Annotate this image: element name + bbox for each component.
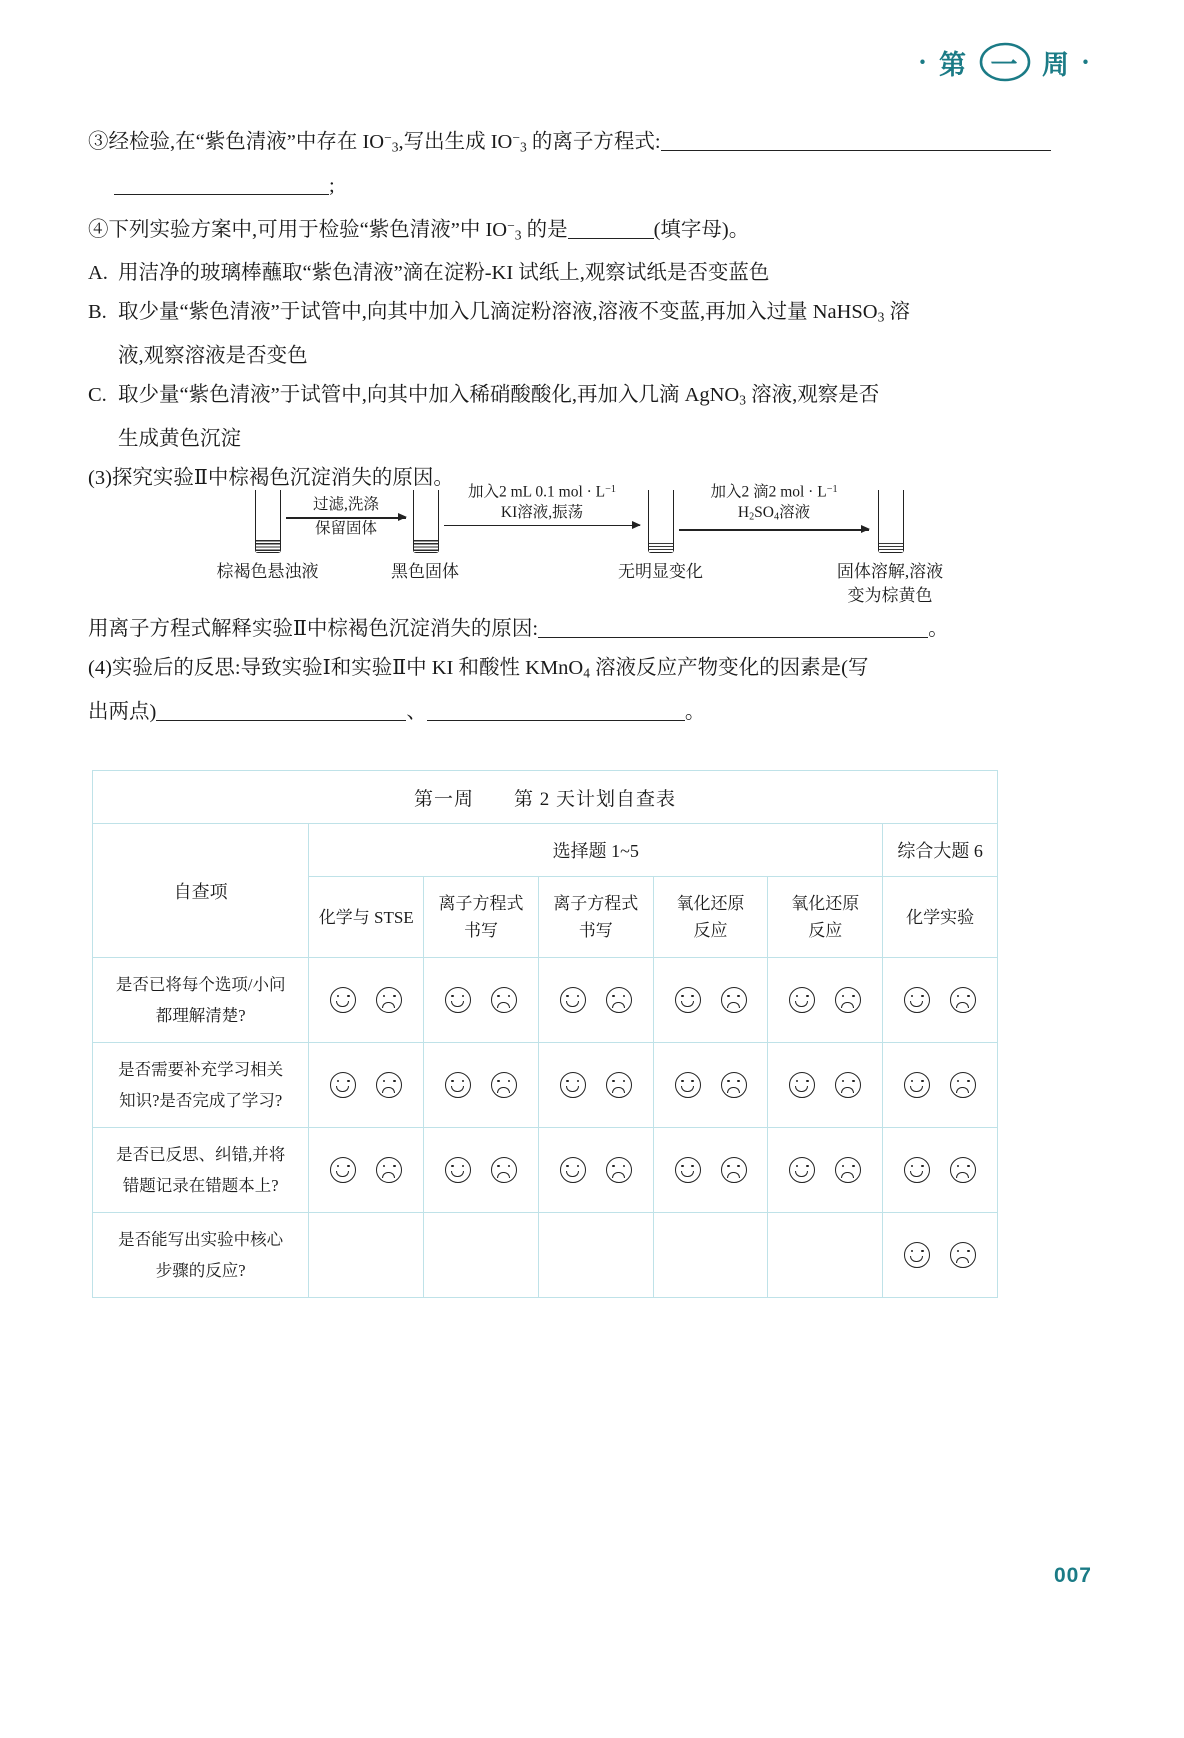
question-4-line [88, 206, 1096, 255]
page-number: 007 [1053, 1564, 1092, 1587]
header-circled-number [978, 40, 1032, 84]
step-2-arrow-icon [444, 525, 640, 527]
column-header-3-line1: 离子方程式 [553, 894, 639, 913]
face-pair [310, 1072, 422, 1098]
face-pair [425, 987, 537, 1013]
question-4-reflect-line2 [88, 693, 1096, 732]
option-b-label: B. [88, 301, 107, 324]
smiley-sad-icon[interactable] [950, 1072, 976, 1098]
step-3-line2 [679, 503, 869, 528]
option-a-label: A. [88, 262, 108, 285]
smiley-happy-icon[interactable] [789, 987, 815, 1013]
row-label-2 [93, 1043, 309, 1128]
cell-r1c6[interactable] [883, 958, 998, 1043]
option-c-sub: 3 [739, 392, 747, 408]
header-right-dot: · [1080, 46, 1092, 77]
self-check-table-wrapper [92, 770, 998, 1298]
column-header-1-line1: 化学与 STSE [318, 907, 414, 927]
flow-step-1 [286, 495, 406, 539]
table-title: 第一周 第 2 天计划自查表 [93, 771, 998, 824]
cell-r4c3 [538, 1213, 653, 1298]
row-label-3 [93, 1128, 309, 1213]
test-tube-2 [413, 490, 439, 553]
tube-4-contents [879, 543, 903, 552]
question-4-reflect-line1 [88, 649, 1096, 693]
answer-blank-reflect-1[interactable] [156, 720, 406, 721]
smiley-sad-icon[interactable] [491, 1072, 517, 1098]
experiment-flow-diagram [200, 468, 944, 608]
question-3-line2 [88, 167, 1096, 206]
cell-r1c5[interactable] [768, 958, 883, 1043]
smiley-sad-icon[interactable] [606, 1072, 632, 1098]
question-body-lower [88, 610, 1096, 732]
option-c [88, 376, 1096, 420]
smiley-sad-icon[interactable] [721, 1072, 747, 1098]
answer-blank-q3-line1[interactable] [661, 150, 1051, 151]
cell-r4c4 [653, 1213, 768, 1298]
step-2-line1-text: 加入2 mL 0.1 mol · L [467, 483, 606, 501]
smiley-happy-icon[interactable] [675, 1072, 701, 1098]
row-label-1 [93, 958, 309, 1043]
cell-r1c3[interactable] [538, 958, 653, 1043]
face-pair [769, 1157, 881, 1183]
reflect-line2-text: 出两点) [88, 700, 157, 723]
reflect-separator: 、 [406, 700, 427, 723]
smiley-sad-icon[interactable] [950, 1242, 976, 1268]
q3-text-b: ,写出生成 IO [398, 131, 513, 154]
q4-text-c: (填字母)。 [653, 218, 750, 241]
option-c-line2: 生成黄色沉淀 [118, 427, 241, 450]
reflect-period: 。 [684, 700, 706, 723]
tube-caption-1: 棕褐色悬浊液 [216, 562, 319, 581]
face-pair [425, 1157, 537, 1183]
option-a [88, 254, 1096, 293]
cell-r2c4[interactable] [653, 1043, 768, 1128]
cell-r2c6[interactable] [883, 1043, 998, 1128]
column-header-4-line1: 氧化还原 [676, 894, 745, 913]
table-row [93, 1213, 998, 1298]
flow-step-2 [444, 480, 640, 526]
option-b-text-b: 溶 [884, 301, 910, 324]
q4-text-b: 的是 [521, 218, 568, 241]
table-row [93, 1043, 998, 1128]
option-b [88, 293, 1096, 337]
smiley-happy-icon[interactable] [675, 987, 701, 1013]
step-2-line2: KI溶液,振荡 [500, 503, 584, 521]
q3-text-c: 的离子方程式: [526, 131, 661, 154]
column-header-2-line1: 离子方程式 [438, 894, 524, 913]
question-3-line1 [88, 118, 1096, 167]
face-pair [884, 1072, 996, 1098]
face-pair [884, 1242, 996, 1268]
face-pair [540, 1157, 652, 1183]
smiley-sad-icon[interactable] [721, 987, 747, 1013]
test-tube-4 [878, 490, 904, 553]
smiley-happy-icon[interactable] [904, 1072, 930, 1098]
test-tube-1 [255, 490, 281, 553]
step-3-arrow-icon [679, 529, 869, 531]
step-3-so: SO [754, 503, 774, 521]
explain-text: 用离子方程式解释实验Ⅱ中棕褐色沉淀消失的原因: [88, 618, 539, 640]
cell-r3c1[interactable] [309, 1128, 424, 1213]
face-pair [769, 987, 881, 1013]
question-body [88, 118, 1096, 498]
smiley-happy-icon[interactable] [330, 1157, 356, 1183]
step-3-exponent: −1 [826, 484, 838, 495]
answer-blank-q3-line2[interactable] [114, 194, 329, 195]
row-label-2-line1: 是否需要补充学习相关 [118, 1060, 284, 1079]
smiley-sad-icon[interactable] [950, 987, 976, 1013]
group-header-comprehensive: 综合大题 6 [883, 824, 998, 877]
q4-io3-sup: −$_3$ [507, 217, 522, 243]
cell-r2c5[interactable] [768, 1043, 883, 1128]
tube-3-contents [649, 543, 673, 552]
smiley-happy-icon[interactable] [560, 987, 586, 1013]
smiley-sad-icon[interactable] [835, 987, 861, 1013]
column-header-5-line2: 反应 [808, 921, 843, 940]
smiley-sad-icon[interactable] [376, 1157, 402, 1183]
column-header-1 [309, 877, 424, 958]
smiley-sad-icon[interactable] [376, 987, 402, 1013]
face-pair [655, 1157, 767, 1183]
step-3-sub1: 2 [749, 511, 755, 523]
smiley-happy-icon[interactable] [904, 1242, 930, 1268]
option-c-text [118, 376, 1096, 420]
q3-text-a: ③经检验,在“紫色清液”中存在 IO [88, 131, 385, 154]
cell-r1c2[interactable] [424, 958, 539, 1043]
smiley-sad-icon[interactable] [606, 1157, 632, 1183]
header-word-second: 周 [1041, 49, 1071, 80]
cell-r1c1[interactable] [309, 958, 424, 1043]
cell-r3c5[interactable] [768, 1128, 883, 1213]
flow-step-3 [679, 480, 869, 531]
q4-text-a: ④下列实验方案中,可用于检验“紫色清液”中 IO [88, 218, 508, 241]
tube-1-contents [256, 540, 280, 552]
face-pair [540, 1072, 652, 1098]
table-row [93, 1128, 998, 1213]
cell-r3c3[interactable] [538, 1128, 653, 1213]
column-header-4-line2: 反应 [693, 921, 728, 940]
face-pair [310, 987, 422, 1013]
option-b-text-a: 取少量“紫色清液”于试管中,向其中加入几滴淀粉溶液,溶液不变蓝,再加入过量 NaHSO [118, 301, 878, 324]
q3-io3-sup-1: −$_3$ [384, 130, 399, 155]
tube-caption-4 [800, 560, 980, 608]
group-header-choice: 选择题 1~5 [309, 824, 883, 877]
header-circled-label: 一 [990, 49, 1020, 80]
step-1-line1: 过滤,洗涤 [313, 496, 379, 513]
step-2-exponent: −1 [605, 484, 617, 495]
cell-r2c3[interactable] [538, 1043, 653, 1128]
reflect-text-b: 溶液反应产物变化的因素是(写 [590, 657, 869, 679]
column-header-3 [538, 877, 653, 958]
tube-caption-4-line2: 变为棕黄色 [847, 586, 933, 605]
smiley-happy-icon[interactable] [330, 987, 356, 1013]
reflect-text-a: (4)实验后的反思:导致实验Ⅰ和实验Ⅱ中 KI 和酸性 KMnO [88, 657, 584, 679]
smiley-sad-icon[interactable] [491, 987, 517, 1013]
q3-io3-sup-2: −$_3$ [512, 130, 527, 155]
answer-blank-explain[interactable] [538, 637, 928, 638]
cell-r4c6[interactable] [883, 1213, 998, 1298]
option-b-line2: 液,观察溶液是否变色 [118, 344, 308, 367]
table-row [93, 958, 998, 1043]
smiley-happy-icon[interactable] [675, 1157, 701, 1183]
smiley-happy-icon[interactable] [789, 1072, 815, 1098]
answer-blank-reflect-2[interactable] [427, 720, 685, 721]
column-header-6-line1: 化学实验 [906, 907, 975, 927]
column-header-3-line2: 书写 [578, 921, 613, 940]
cell-r2c1[interactable] [309, 1043, 424, 1128]
step-3-line1 [679, 480, 869, 503]
smiley-happy-icon[interactable] [445, 1072, 471, 1098]
cell-r3c6[interactable] [883, 1128, 998, 1213]
cell-r3c2[interactable] [424, 1128, 539, 1213]
row-label-2-line2: 知识?是否完成了学习? [119, 1091, 283, 1110]
row-label-3-line1: 是否已反思、纠错,并将 [116, 1145, 286, 1164]
smiley-happy-icon[interactable] [560, 1072, 586, 1098]
step-3-h: H [737, 503, 750, 521]
smiley-happy-icon[interactable] [445, 1157, 471, 1183]
face-pair [425, 1072, 537, 1098]
cell-r3c4[interactable] [653, 1128, 768, 1213]
explain-line [88, 610, 1096, 649]
tube-caption-4-line1: 固体溶解,溶液 [836, 562, 944, 581]
self-check-table [92, 770, 998, 1298]
tube-caption-2: 黑色固体 [391, 562, 459, 581]
self-check-item-header: 自查项 [93, 824, 309, 958]
smiley-happy-icon[interactable] [904, 1157, 930, 1183]
reflect-sub: 4 [583, 665, 590, 681]
face-pair [655, 1072, 767, 1098]
smiley-happy-icon[interactable] [445, 987, 471, 1013]
face-pair [310, 1157, 422, 1183]
step-1-arrow-icon [286, 517, 406, 519]
column-header-5-line1: 氧化还原 [791, 894, 860, 913]
smiley-sad-icon[interactable] [376, 1072, 402, 1098]
step-3-solution: 溶液 [779, 503, 811, 521]
cell-r4c1 [309, 1213, 424, 1298]
smiley-happy-icon[interactable] [904, 987, 930, 1013]
option-c-label: C. [88, 383, 107, 406]
question-3-main: (3)探究实验Ⅱ中棕褐色沉淀消失的原因。 [88, 466, 454, 489]
row-label-4 [93, 1213, 309, 1298]
smiley-sad-icon[interactable] [835, 1072, 861, 1098]
tube-2-contents [414, 540, 438, 552]
column-header-4 [653, 877, 768, 958]
option-b-text [118, 293, 1096, 337]
header-left-dot: · [917, 46, 929, 77]
face-pair [769, 1072, 881, 1098]
smiley-sad-icon[interactable] [606, 987, 632, 1013]
row-label-4-line1: 是否能写出实验中核心 [118, 1230, 284, 1249]
step-3-line1-text: 加入2 滴2 mol · L [710, 483, 827, 501]
option-b-sub: 3 [877, 309, 885, 325]
smiley-sad-icon[interactable] [950, 1157, 976, 1183]
row-label-4-line2: 步骤的反应? [155, 1261, 246, 1280]
step-1-line2: 保留固体 [314, 519, 377, 537]
option-c-text-a: 取少量“紫色清液”于试管中,向其中加入稀硝酸酸化,再加入几滴 AgNO [118, 383, 740, 406]
face-pair [884, 1157, 996, 1183]
smiley-sad-icon[interactable] [721, 1157, 747, 1183]
smiley-happy-icon[interactable] [560, 1157, 586, 1183]
cell-r2c2[interactable] [424, 1043, 539, 1128]
smiley-happy-icon[interactable] [330, 1072, 356, 1098]
q3-semicolon: ; [329, 174, 335, 197]
row-label-3-line2: 错题记录在错题本上? [122, 1176, 279, 1195]
column-header-6 [883, 877, 998, 958]
answer-blank-q4[interactable] [568, 238, 654, 239]
face-pair [540, 987, 652, 1013]
smiley-happy-icon[interactable] [789, 1157, 815, 1183]
column-header-5 [768, 877, 883, 958]
row-label-1-line1: 是否已将每个选项/小问 [115, 975, 286, 994]
face-pair [884, 987, 996, 1013]
cell-r4c5 [768, 1213, 883, 1298]
step-2-line1 [444, 480, 640, 503]
cell-r4c2 [424, 1213, 539, 1298]
table-group-row [93, 824, 998, 877]
table-title-row [93, 771, 998, 824]
column-header-2-line2: 书写 [463, 921, 498, 940]
cell-r1c4[interactable] [653, 958, 768, 1043]
smiley-sad-icon[interactable] [491, 1157, 517, 1183]
option-c-text-b: 溶液,观察是否 [746, 383, 880, 406]
face-pair [655, 987, 767, 1013]
step-3-sub2: 4 [774, 511, 780, 523]
test-tube-3 [648, 490, 674, 553]
row-label-1-line2: 都理解清楚? [155, 1006, 246, 1025]
explain-period: 。 [928, 618, 949, 640]
column-header-2 [424, 877, 539, 958]
header-word-first: 第 [938, 49, 968, 80]
smiley-sad-icon[interactable] [835, 1157, 861, 1183]
page-header [918, 40, 1092, 84]
option-a-text: 用洁净的玻璃棒蘸取“紫色清液”滴在淀粉-KI 试纸上,观察试纸是否变蓝色 [118, 262, 770, 285]
tube-caption-3: 无明显变化 [618, 562, 703, 581]
